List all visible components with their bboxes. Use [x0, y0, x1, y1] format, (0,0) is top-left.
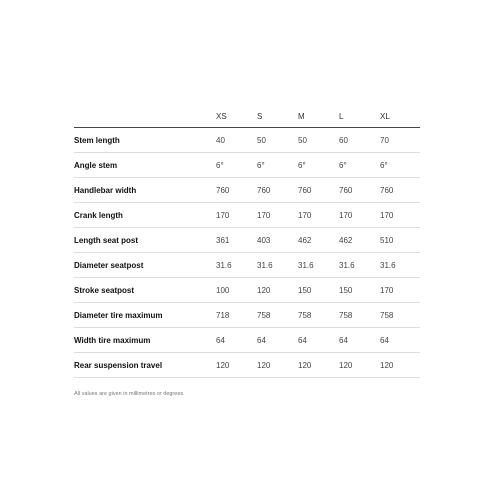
table-cell: 64: [339, 328, 380, 353]
row-label: Stem length: [74, 128, 216, 153]
table-row: [74, 253, 420, 278]
table-cell: 120: [257, 278, 298, 303]
table-cell: 170: [298, 203, 339, 228]
table-row: [74, 353, 420, 378]
table-row: [74, 178, 420, 203]
row-label: Width tire maximum: [74, 328, 216, 353]
table-row: [74, 128, 420, 153]
table-row: [74, 303, 420, 328]
table-row: [74, 228, 420, 253]
table-cell: 40: [216, 128, 257, 153]
label-column-header: [74, 105, 216, 128]
geometry-spec-table: [74, 105, 420, 378]
table-cell: 31.6: [380, 253, 420, 278]
table-cell: 760: [257, 178, 298, 203]
table-row: [74, 328, 420, 353]
table-cell: 170: [339, 203, 380, 228]
table-row: [74, 278, 420, 303]
table-cell: 100: [216, 278, 257, 303]
table-cell: 150: [339, 278, 380, 303]
table-cell: 64: [380, 328, 420, 353]
table-cell: 170: [257, 203, 298, 228]
table-cell: 760: [380, 178, 420, 203]
size-header-xl: XL: [380, 105, 420, 128]
table-cell: 120: [339, 353, 380, 378]
table-body: [74, 128, 420, 378]
row-label: Stroke seatpost: [74, 278, 216, 303]
footnote: All values are given in millimetres or degrees.: [74, 391, 185, 397]
table-cell: 150: [298, 278, 339, 303]
table-cell: 64: [298, 328, 339, 353]
table-row: [74, 203, 420, 228]
table-cell: 758: [380, 303, 420, 328]
table-cell: 403: [257, 228, 298, 253]
table-cell: 758: [257, 303, 298, 328]
row-label: Rear suspension travel: [74, 353, 216, 378]
table-cell: 31.6: [339, 253, 380, 278]
row-label: Handlebar width: [74, 178, 216, 203]
table-cell: 60: [339, 128, 380, 153]
table-cell: 760: [216, 178, 257, 203]
table-cell: 64: [257, 328, 298, 353]
row-label: Length seat post: [74, 228, 216, 253]
table-cell: 120: [257, 353, 298, 378]
table-cell: 170: [216, 203, 257, 228]
table-cell: 6°: [257, 153, 298, 178]
table-cell: 361: [216, 228, 257, 253]
table-cell: 70: [380, 128, 420, 153]
size-header-l: L: [339, 105, 380, 128]
size-header-m: M: [298, 105, 339, 128]
size-header-s: S: [257, 105, 298, 128]
table-cell: 31.6: [257, 253, 298, 278]
table-cell: 64: [216, 328, 257, 353]
table-cell: 50: [298, 128, 339, 153]
row-label: Angle stem: [74, 153, 216, 178]
table-header: [74, 105, 420, 128]
table-cell: 758: [298, 303, 339, 328]
table-cell: 510: [380, 228, 420, 253]
table-row: [74, 153, 420, 178]
table-cell: 462: [298, 228, 339, 253]
table-cell: 718: [216, 303, 257, 328]
table-cell: 31.6: [298, 253, 339, 278]
table-cell: 31.6: [216, 253, 257, 278]
table-cell: 50: [257, 128, 298, 153]
table-cell: 170: [380, 278, 420, 303]
table-cell: 120: [216, 353, 257, 378]
table-cell: 6°: [216, 153, 257, 178]
row-label: Diameter seatpost: [74, 253, 216, 278]
table-cell: 758: [339, 303, 380, 328]
table-cell: 120: [380, 353, 420, 378]
size-header-row: [74, 105, 420, 128]
row-label: Diameter tire maximum: [74, 303, 216, 328]
table-cell: 760: [298, 178, 339, 203]
row-label: Crank length: [74, 203, 216, 228]
size-header-xs: XS: [216, 105, 257, 128]
table-cell: 170: [380, 203, 420, 228]
table-cell: 760: [339, 178, 380, 203]
table-cell: 462: [339, 228, 380, 253]
table-cell: 6°: [339, 153, 380, 178]
table-cell: 6°: [298, 153, 339, 178]
table-cell: 6°: [380, 153, 420, 178]
table-cell: 120: [298, 353, 339, 378]
